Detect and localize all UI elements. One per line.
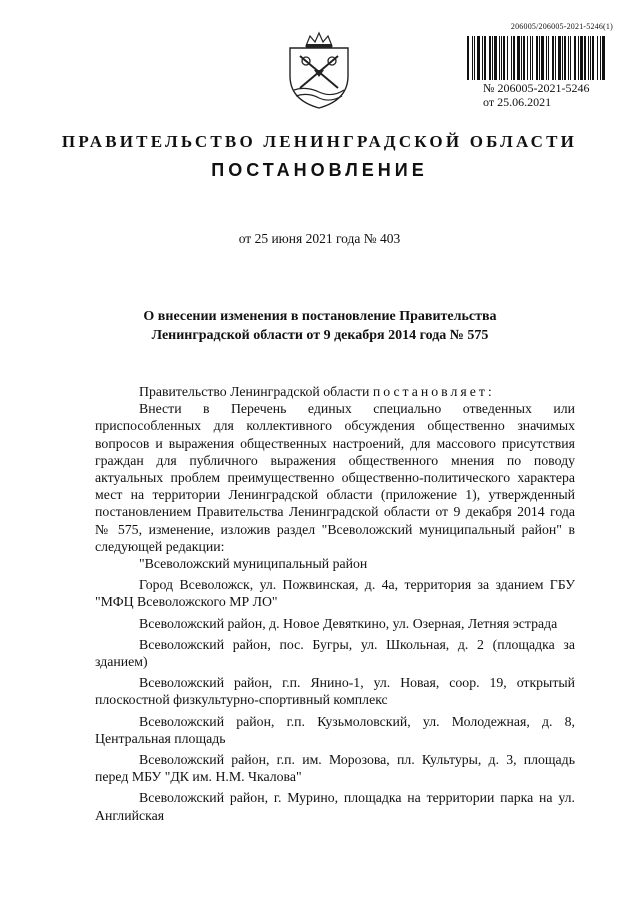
barcode-bar — [472, 36, 473, 80]
intro-prefix: Правительство Ленинградской области — [139, 384, 370, 399]
barcode-bar — [541, 36, 544, 80]
intro-resolves: постановляет: — [372, 384, 495, 399]
intro-line — [95, 383, 575, 400]
barcode-bar — [546, 36, 547, 80]
barcode-bar — [548, 36, 549, 80]
barcode-bar — [507, 36, 508, 80]
barcode — [467, 36, 607, 80]
barcode-bar — [499, 36, 500, 80]
decree-date-number: от 25 июня 2021 года № 403 — [238, 231, 401, 246]
barcode-bar — [527, 36, 528, 80]
barcode-bar — [530, 36, 531, 80]
barcode-bar — [501, 36, 502, 80]
barcode-bar — [578, 36, 579, 80]
subject-line-1: О внесении изменения в постановление Правительства — [143, 309, 497, 324]
barcode-bar — [568, 36, 569, 80]
barcode-bar — [521, 36, 522, 80]
barcode-bar — [489, 36, 491, 80]
barcode-bar — [580, 36, 583, 80]
barcode-bar — [574, 36, 576, 80]
barcode-bar — [513, 36, 515, 80]
list-item: Всеволожский район, г.п. Янино-1, ул. Новая, соор. 19, открытый плоскостной физкультурно-спортивный комплекс — [95, 675, 575, 708]
barcode-bar — [592, 36, 594, 80]
barcode-bar — [467, 36, 469, 80]
coat-of-arms-icon — [286, 30, 352, 110]
barcode-bar — [532, 36, 534, 80]
barcode-bar — [562, 36, 563, 80]
list-item: Всеволожский район, г.п. им. Морозова, пл. Культуры, д. 3, площадь перед МБУ "ДК им. Н.М. Чкалова" — [95, 752, 575, 785]
registration-date: от 25.06.2021 — [483, 95, 552, 109]
list-item: Всеволожский район, г.п. Кузьмоловский, ул. Молодежная, д. 8, Центральная площадь — [95, 713, 575, 746]
barcode-bar — [523, 36, 525, 80]
barcode-bar — [484, 36, 486, 80]
main-paragraph: Внести в Перечень единых специально отведенных или приспособленных для коллективного обсуждения общественно значимых вопросов и выражения общественных настроений, для массового присутствия граждан для публичного выражения общественного мнения по поводу актуальных проблем преимущественно общественно-политического характера мест на территории Ленинградской области (приложение 1), утвержденный постановлением Правительства Ленинградской области от 9 декабря 2014 года № 575, изменение, изложив раздел "Всеволожский муниципальный район" в следующей редакции: — [95, 401, 575, 554]
barcode-bar — [536, 36, 538, 80]
section-heading: "Всеволожский муниципальный район — [139, 556, 368, 572]
list-item: Всеволожский район, г. Мурино, площадка на территории парка на ул. Английская — [95, 790, 575, 823]
barcode-bar — [474, 36, 475, 80]
subject-line-2: Ленинградской области от 9 декабря 2014 года № 575 — [151, 328, 489, 343]
document-type: ПОСТАНОВЛЕНИЕ — [211, 160, 428, 180]
barcode-bar — [503, 36, 505, 80]
barcode-bar — [477, 36, 480, 80]
barcode-bar — [517, 36, 520, 80]
list-item: Всеволожский район, пос. Бугры, ул. Школьная, д. 2 (площадка за зданием) — [95, 636, 575, 670]
barcode-bar — [492, 36, 493, 80]
barcode-bar — [597, 36, 598, 80]
decree-subject — [110, 307, 530, 345]
barcode-bar — [494, 36, 497, 80]
barcode-bar — [570, 36, 571, 80]
barcode-bar — [539, 36, 540, 80]
corner-document-id: 206005/206005-2021-5246(1) — [510, 22, 613, 31]
barcode-bar — [602, 36, 605, 80]
barcode-bar — [584, 36, 586, 80]
barcode-bar — [482, 36, 483, 80]
barcode-bar — [558, 36, 561, 80]
registration-number: № 206005-2021-5246 — [483, 81, 590, 95]
government-title: ПРАВИТЕЛЬСТВО ЛЕНИНГРАДСКОЙ ОБЛАСТИ — [61, 132, 578, 151]
barcode-bar — [590, 36, 591, 80]
barcode-bar — [552, 36, 554, 80]
decree-body — [95, 383, 575, 824]
barcode-bar — [600, 36, 601, 80]
barcode-bar — [511, 36, 512, 80]
barcode-bar — [555, 36, 556, 80]
barcode-bar — [588, 36, 589, 80]
barcode-bar — [564, 36, 566, 80]
list-item: Город Всеволожск, ул. Пожвинская, д. 4а, территория за зданием ГБУ "МФЦ Всеволожского МР ЛО" — [95, 577, 575, 610]
list-item: Всеволожский район, д. Новое Девяткино, ул. Озерная, Летняя эстрада — [139, 615, 558, 631]
